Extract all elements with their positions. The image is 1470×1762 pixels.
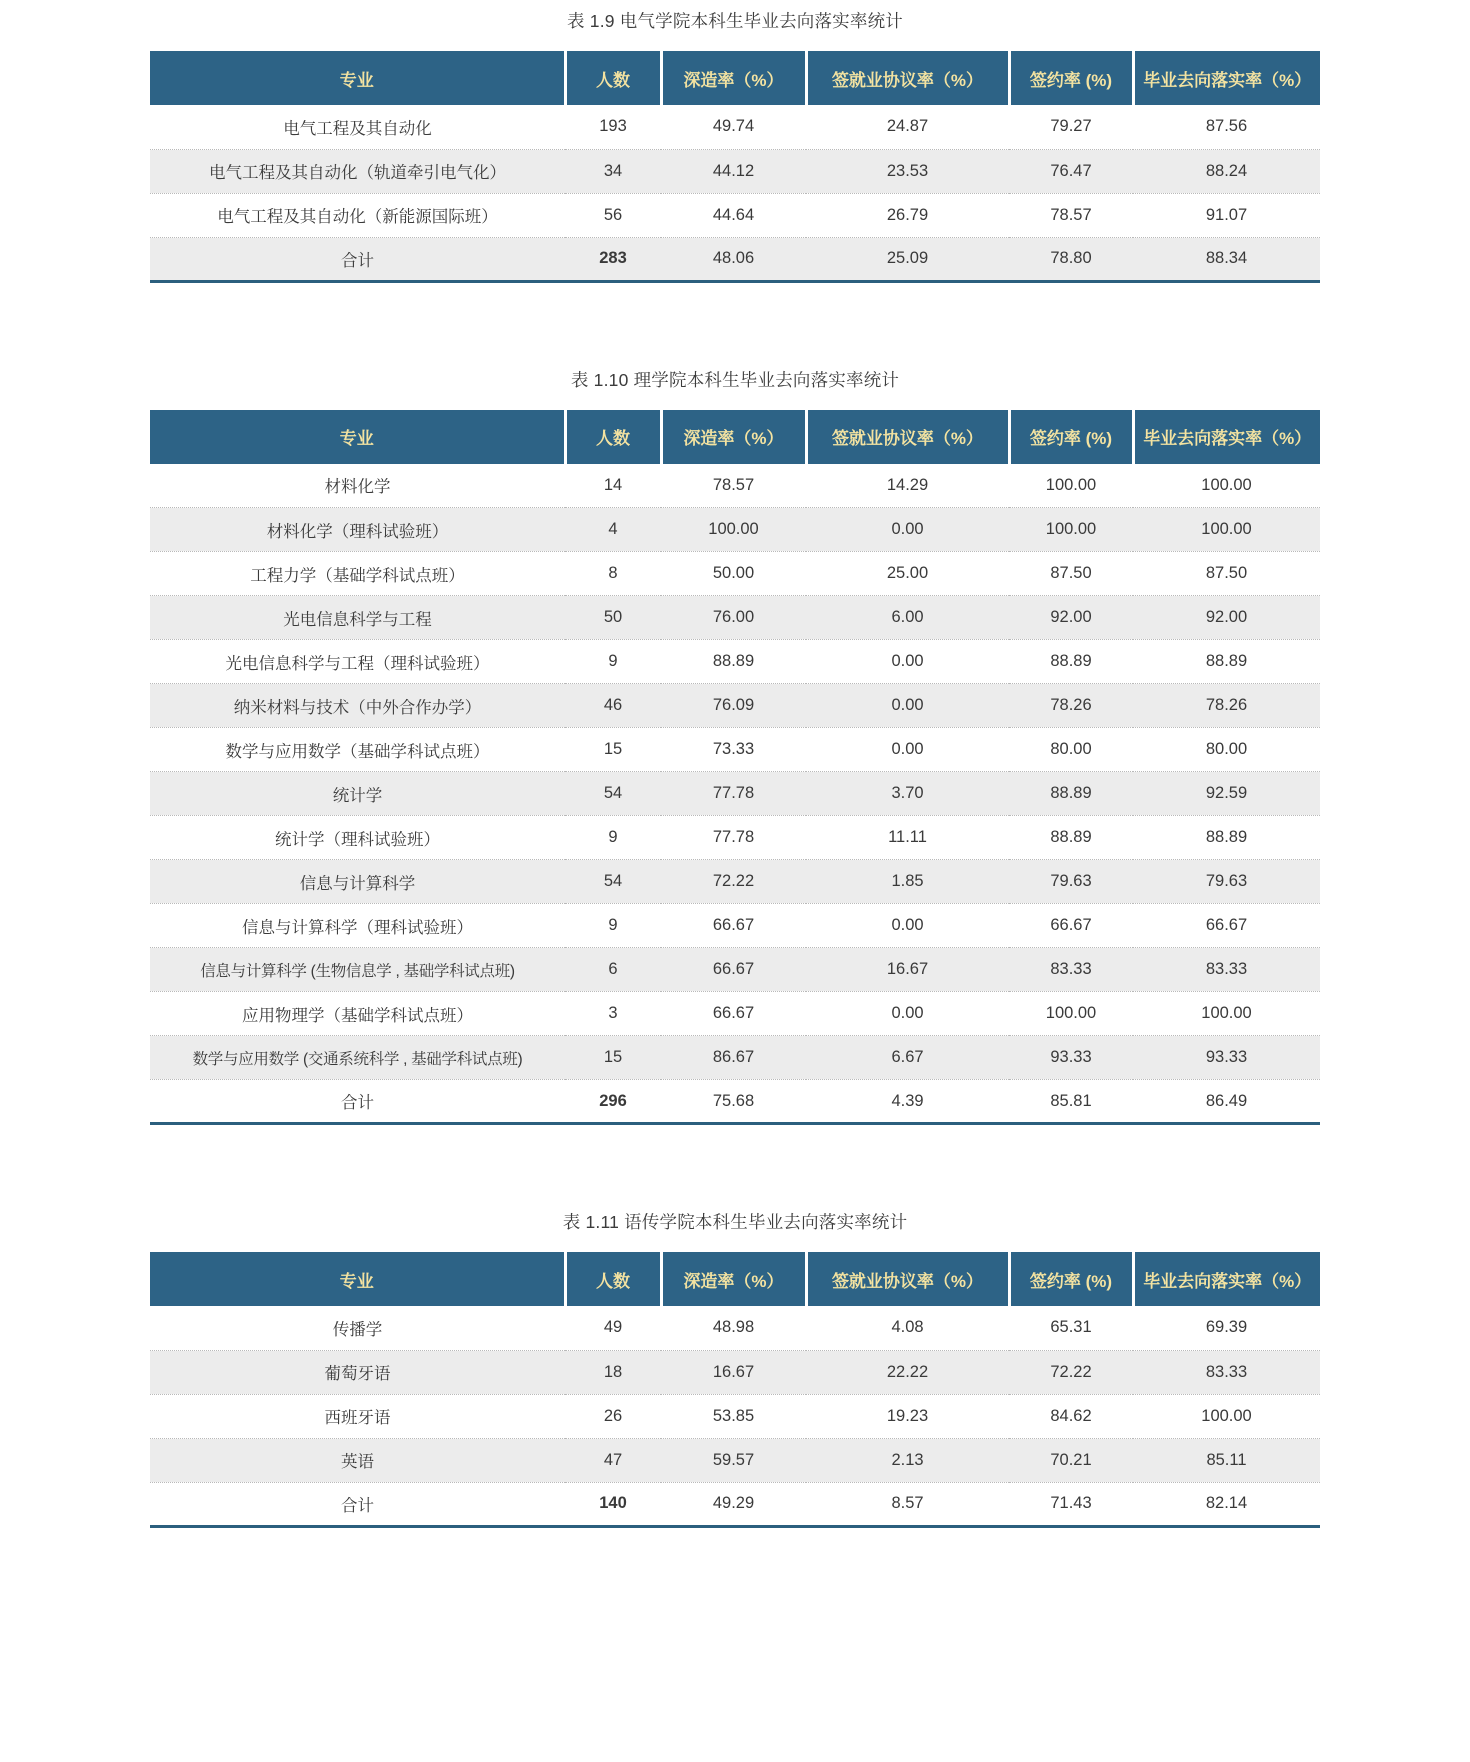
cell-advancement-rate: 76.00 [661, 596, 806, 640]
cell-placement-rate: 92.00 [1133, 596, 1320, 640]
cell-placement-rate: 88.24 [1133, 149, 1320, 193]
column-header-advancement-rate: 深造率（%） [661, 410, 806, 464]
cell-placement-rate: 92.59 [1133, 772, 1320, 816]
statistics-table [150, 51, 1320, 283]
cell-signed-rate: 71.43 [1009, 1482, 1133, 1526]
cell-placement-rate: 83.33 [1133, 1350, 1320, 1394]
cell-signed-rate: 78.80 [1009, 237, 1133, 281]
cell-count: 15 [565, 1036, 661, 1080]
table-block-1-11 [0, 1125, 1470, 1528]
cell-agreement-rate: 4.39 [806, 1080, 1009, 1124]
column-header-agreement-rate: 签就业协议率（%） [806, 1252, 1009, 1306]
cell-agreement-rate: 0.00 [806, 992, 1009, 1036]
table-row [150, 640, 1320, 684]
total-label: 合计 [150, 1482, 565, 1526]
table-row [150, 1036, 1320, 1080]
cell-placement-rate: 88.89 [1133, 816, 1320, 860]
cell-placement-rate: 86.49 [1133, 1080, 1320, 1124]
table-row [150, 193, 1320, 237]
column-header-agreement-rate: 签就业协议率（%） [806, 410, 1009, 464]
table-row [150, 728, 1320, 772]
cell-count: 54 [565, 860, 661, 904]
table-title: 表 1.10 理学院本科生毕业去向落实率统计 [570, 369, 900, 390]
cell-count: 15 [565, 728, 661, 772]
cell-agreement-rate: 6.67 [806, 1036, 1009, 1080]
cell-signed-rate: 65.31 [1009, 1306, 1133, 1350]
cell-agreement-rate: 6.00 [806, 596, 1009, 640]
table-row [150, 552, 1320, 596]
cell-agreement-rate: 19.23 [806, 1394, 1009, 1438]
cell-count: 9 [565, 816, 661, 860]
cell-advancement-rate: 53.85 [661, 1394, 806, 1438]
table-row [150, 596, 1320, 640]
cell-placement-rate: 100.00 [1133, 992, 1320, 1036]
column-header-count: 人数 [565, 1252, 661, 1306]
table-body [150, 105, 1320, 281]
cell-count: 54 [565, 772, 661, 816]
cell-count: 9 [565, 904, 661, 948]
cell-advancement-rate: 49.29 [661, 1482, 806, 1526]
table-body [150, 464, 1320, 1124]
table-header-row [150, 51, 1320, 105]
cell-major: 葡萄牙语 [150, 1350, 565, 1394]
table-block-1-9 [0, 0, 1470, 283]
cell-signed-rate: 70.21 [1009, 1438, 1133, 1482]
cell-advancement-rate: 49.74 [661, 105, 806, 149]
column-header-placement-rate: 毕业去向落实率（%） [1133, 51, 1320, 105]
cell-advancement-rate: 77.78 [661, 772, 806, 816]
cell-count: 283 [565, 237, 661, 281]
cell-advancement-rate: 88.89 [661, 640, 806, 684]
table-row [150, 149, 1320, 193]
cell-advancement-rate: 50.00 [661, 552, 806, 596]
cell-count: 6 [565, 948, 661, 992]
cell-signed-rate: 78.26 [1009, 684, 1133, 728]
cell-placement-rate: 82.14 [1133, 1482, 1320, 1526]
cell-major: 纳米材料与技术（中外合作办学） [150, 684, 565, 728]
table-row [150, 1438, 1320, 1482]
cell-agreement-rate: 16.67 [806, 948, 1009, 992]
cell-count: 50 [565, 596, 661, 640]
cell-agreement-rate: 3.70 [806, 772, 1009, 816]
cell-placement-rate: 69.39 [1133, 1306, 1320, 1350]
column-header-signed-rate: 签约率 (%) [1009, 410, 1133, 464]
column-header-major: 专业 [150, 1252, 565, 1306]
cell-agreement-rate: 4.08 [806, 1306, 1009, 1350]
cell-placement-rate: 100.00 [1133, 508, 1320, 552]
cell-agreement-rate: 0.00 [806, 728, 1009, 772]
column-header-placement-rate: 毕业去向落实率（%） [1133, 1252, 1320, 1306]
cell-major: 工程力学（基础学科试点班） [150, 552, 565, 596]
cell-advancement-rate: 78.57 [661, 464, 806, 508]
column-header-agreement-rate: 签就业协议率（%） [806, 51, 1009, 105]
cell-advancement-rate: 48.98 [661, 1306, 806, 1350]
cell-signed-rate: 87.50 [1009, 552, 1133, 596]
cell-placement-rate: 78.26 [1133, 684, 1320, 728]
cell-advancement-rate: 100.00 [661, 508, 806, 552]
table-row [150, 904, 1320, 948]
cell-signed-rate: 78.57 [1009, 193, 1133, 237]
cell-count: 296 [565, 1080, 661, 1124]
cell-advancement-rate: 48.06 [661, 237, 806, 281]
cell-count: 49 [565, 1306, 661, 1350]
cell-count: 140 [565, 1482, 661, 1526]
cell-count: 8 [565, 552, 661, 596]
cell-agreement-rate: 25.00 [806, 552, 1009, 596]
table-block-1-10 [0, 283, 1470, 1126]
cell-agreement-rate: 26.79 [806, 193, 1009, 237]
cell-major: 数学与应用数学（基础学科试点班） [150, 728, 565, 772]
cell-major: 数学与应用数学 (交通系统科学 , 基础学科试点班) [150, 1036, 565, 1080]
cell-major: 应用物理学（基础学科试点班） [150, 992, 565, 1036]
table-total-row [150, 237, 1320, 281]
cell-signed-rate: 100.00 [1009, 464, 1133, 508]
cell-count: 47 [565, 1438, 661, 1482]
cell-count: 193 [565, 105, 661, 149]
column-header-major: 专业 [150, 410, 565, 464]
table-row [150, 1306, 1320, 1350]
cell-signed-rate: 88.89 [1009, 640, 1133, 684]
cell-major: 电气工程及其自动化 [150, 105, 565, 149]
cell-advancement-rate: 86.67 [661, 1036, 806, 1080]
column-header-count: 人数 [565, 51, 661, 105]
cell-advancement-rate: 72.22 [661, 860, 806, 904]
cell-count: 4 [565, 508, 661, 552]
table-row [150, 1350, 1320, 1394]
cell-agreement-rate: 22.22 [806, 1350, 1009, 1394]
cell-signed-rate: 72.22 [1009, 1350, 1133, 1394]
column-header-advancement-rate: 深造率（%） [661, 51, 806, 105]
cell-placement-rate: 93.33 [1133, 1036, 1320, 1080]
total-label: 合计 [150, 1080, 565, 1124]
table-row [150, 948, 1320, 992]
cell-advancement-rate: 73.33 [661, 728, 806, 772]
cell-advancement-rate: 16.67 [661, 1350, 806, 1394]
cell-major: 统计学（理科试验班） [150, 816, 565, 860]
column-header-count: 人数 [565, 410, 661, 464]
cell-signed-rate: 88.89 [1009, 772, 1133, 816]
cell-advancement-rate: 59.57 [661, 1438, 806, 1482]
cell-agreement-rate: 1.85 [806, 860, 1009, 904]
cell-agreement-rate: 0.00 [806, 508, 1009, 552]
cell-placement-rate: 80.00 [1133, 728, 1320, 772]
cell-placement-rate: 83.33 [1133, 948, 1320, 992]
column-header-placement-rate: 毕业去向落实率（%） [1133, 410, 1320, 464]
cell-major: 电气工程及其自动化（轨道牵引电气化） [150, 149, 565, 193]
cell-major: 材料化学 [150, 464, 565, 508]
table-row [150, 1394, 1320, 1438]
cell-agreement-rate: 0.00 [806, 640, 1009, 684]
cell-agreement-rate: 8.57 [806, 1482, 1009, 1526]
cell-major: 信息与计算科学 (生物信息学 , 基础学科试点班) [150, 948, 565, 992]
cell-placement-rate: 85.11 [1133, 1438, 1320, 1482]
table-row [150, 992, 1320, 1036]
cell-agreement-rate: 24.87 [806, 105, 1009, 149]
table-row [150, 860, 1320, 904]
cell-major: 光电信息科学与工程（理科试验班） [150, 640, 565, 684]
column-header-major: 专业 [150, 51, 565, 105]
cell-signed-rate: 100.00 [1009, 992, 1133, 1036]
cell-advancement-rate: 44.64 [661, 193, 806, 237]
cell-placement-rate: 87.56 [1133, 105, 1320, 149]
cell-agreement-rate: 11.11 [806, 816, 1009, 860]
cell-signed-rate: 80.00 [1009, 728, 1133, 772]
column-header-signed-rate: 签约率 (%) [1009, 1252, 1133, 1306]
table-row [150, 772, 1320, 816]
table-header-row [150, 1252, 1320, 1306]
cell-placement-rate: 66.67 [1133, 904, 1320, 948]
column-header-advancement-rate: 深造率（%） [661, 1252, 806, 1306]
cell-major: 英语 [150, 1438, 565, 1482]
cell-major: 电气工程及其自动化（新能源国际班） [150, 193, 565, 237]
cell-agreement-rate: 25.09 [806, 237, 1009, 281]
table-row [150, 508, 1320, 552]
cell-advancement-rate: 66.67 [661, 904, 806, 948]
cell-count: 46 [565, 684, 661, 728]
cell-advancement-rate: 75.68 [661, 1080, 806, 1124]
cell-major: 西班牙语 [150, 1394, 565, 1438]
table-header-row [150, 410, 1320, 464]
cell-major: 传播学 [150, 1306, 565, 1350]
cell-signed-rate: 79.63 [1009, 860, 1133, 904]
cell-advancement-rate: 66.67 [661, 992, 806, 1036]
cell-signed-rate: 83.33 [1009, 948, 1133, 992]
cell-major: 信息与计算科学 [150, 860, 565, 904]
cell-agreement-rate: 14.29 [806, 464, 1009, 508]
cell-placement-rate: 100.00 [1133, 464, 1320, 508]
cell-count: 14 [565, 464, 661, 508]
cell-placement-rate: 91.07 [1133, 193, 1320, 237]
cell-signed-rate: 100.00 [1009, 508, 1133, 552]
cell-signed-rate: 88.89 [1009, 816, 1133, 860]
cell-placement-rate: 87.50 [1133, 552, 1320, 596]
cell-signed-rate: 66.67 [1009, 904, 1133, 948]
cell-signed-rate: 93.33 [1009, 1036, 1133, 1080]
cell-advancement-rate: 76.09 [661, 684, 806, 728]
cell-count: 3 [565, 992, 661, 1036]
statistics-table [150, 410, 1320, 1126]
table-row [150, 684, 1320, 728]
cell-advancement-rate: 44.12 [661, 149, 806, 193]
statistics-table [150, 1252, 1320, 1528]
cell-agreement-rate: 23.53 [806, 149, 1009, 193]
cell-count: 26 [565, 1394, 661, 1438]
table-title: 表 1.11 语传学院本科生毕业去向落实率统计 [562, 1212, 908, 1232]
cell-agreement-rate: 2.13 [806, 1438, 1009, 1482]
table-title: 表 1.9 电气学院本科生毕业去向落实率统计 [567, 11, 903, 31]
cell-signed-rate: 79.27 [1009, 105, 1133, 149]
cell-signed-rate: 76.47 [1009, 149, 1133, 193]
table-row [150, 816, 1320, 860]
cell-major: 光电信息科学与工程 [150, 596, 565, 640]
total-label: 合计 [150, 237, 565, 281]
cell-advancement-rate: 66.67 [661, 948, 806, 992]
cell-major: 统计学 [150, 772, 565, 816]
cell-placement-rate: 100.00 [1133, 1394, 1320, 1438]
table-body [150, 1306, 1320, 1526]
cell-agreement-rate: 0.00 [806, 904, 1009, 948]
cell-major: 材料化学（理科试验班） [150, 508, 565, 552]
table-row [150, 464, 1320, 508]
table-row [150, 105, 1320, 149]
cell-count: 9 [565, 640, 661, 684]
cell-count: 18 [565, 1350, 661, 1394]
cell-placement-rate: 88.34 [1133, 237, 1320, 281]
cell-major: 信息与计算科学（理科试验班） [150, 904, 565, 948]
table-total-row [150, 1482, 1320, 1526]
table-total-row [150, 1080, 1320, 1124]
cell-placement-rate: 79.63 [1133, 860, 1320, 904]
cell-signed-rate: 84.62 [1009, 1394, 1133, 1438]
cell-signed-rate: 92.00 [1009, 596, 1133, 640]
cell-advancement-rate: 77.78 [661, 816, 806, 860]
cell-count: 56 [565, 193, 661, 237]
cell-placement-rate: 88.89 [1133, 640, 1320, 684]
cell-agreement-rate: 0.00 [806, 684, 1009, 728]
cell-signed-rate: 85.81 [1009, 1080, 1133, 1124]
column-header-signed-rate: 签约率 (%) [1009, 51, 1133, 105]
cell-count: 34 [565, 149, 661, 193]
